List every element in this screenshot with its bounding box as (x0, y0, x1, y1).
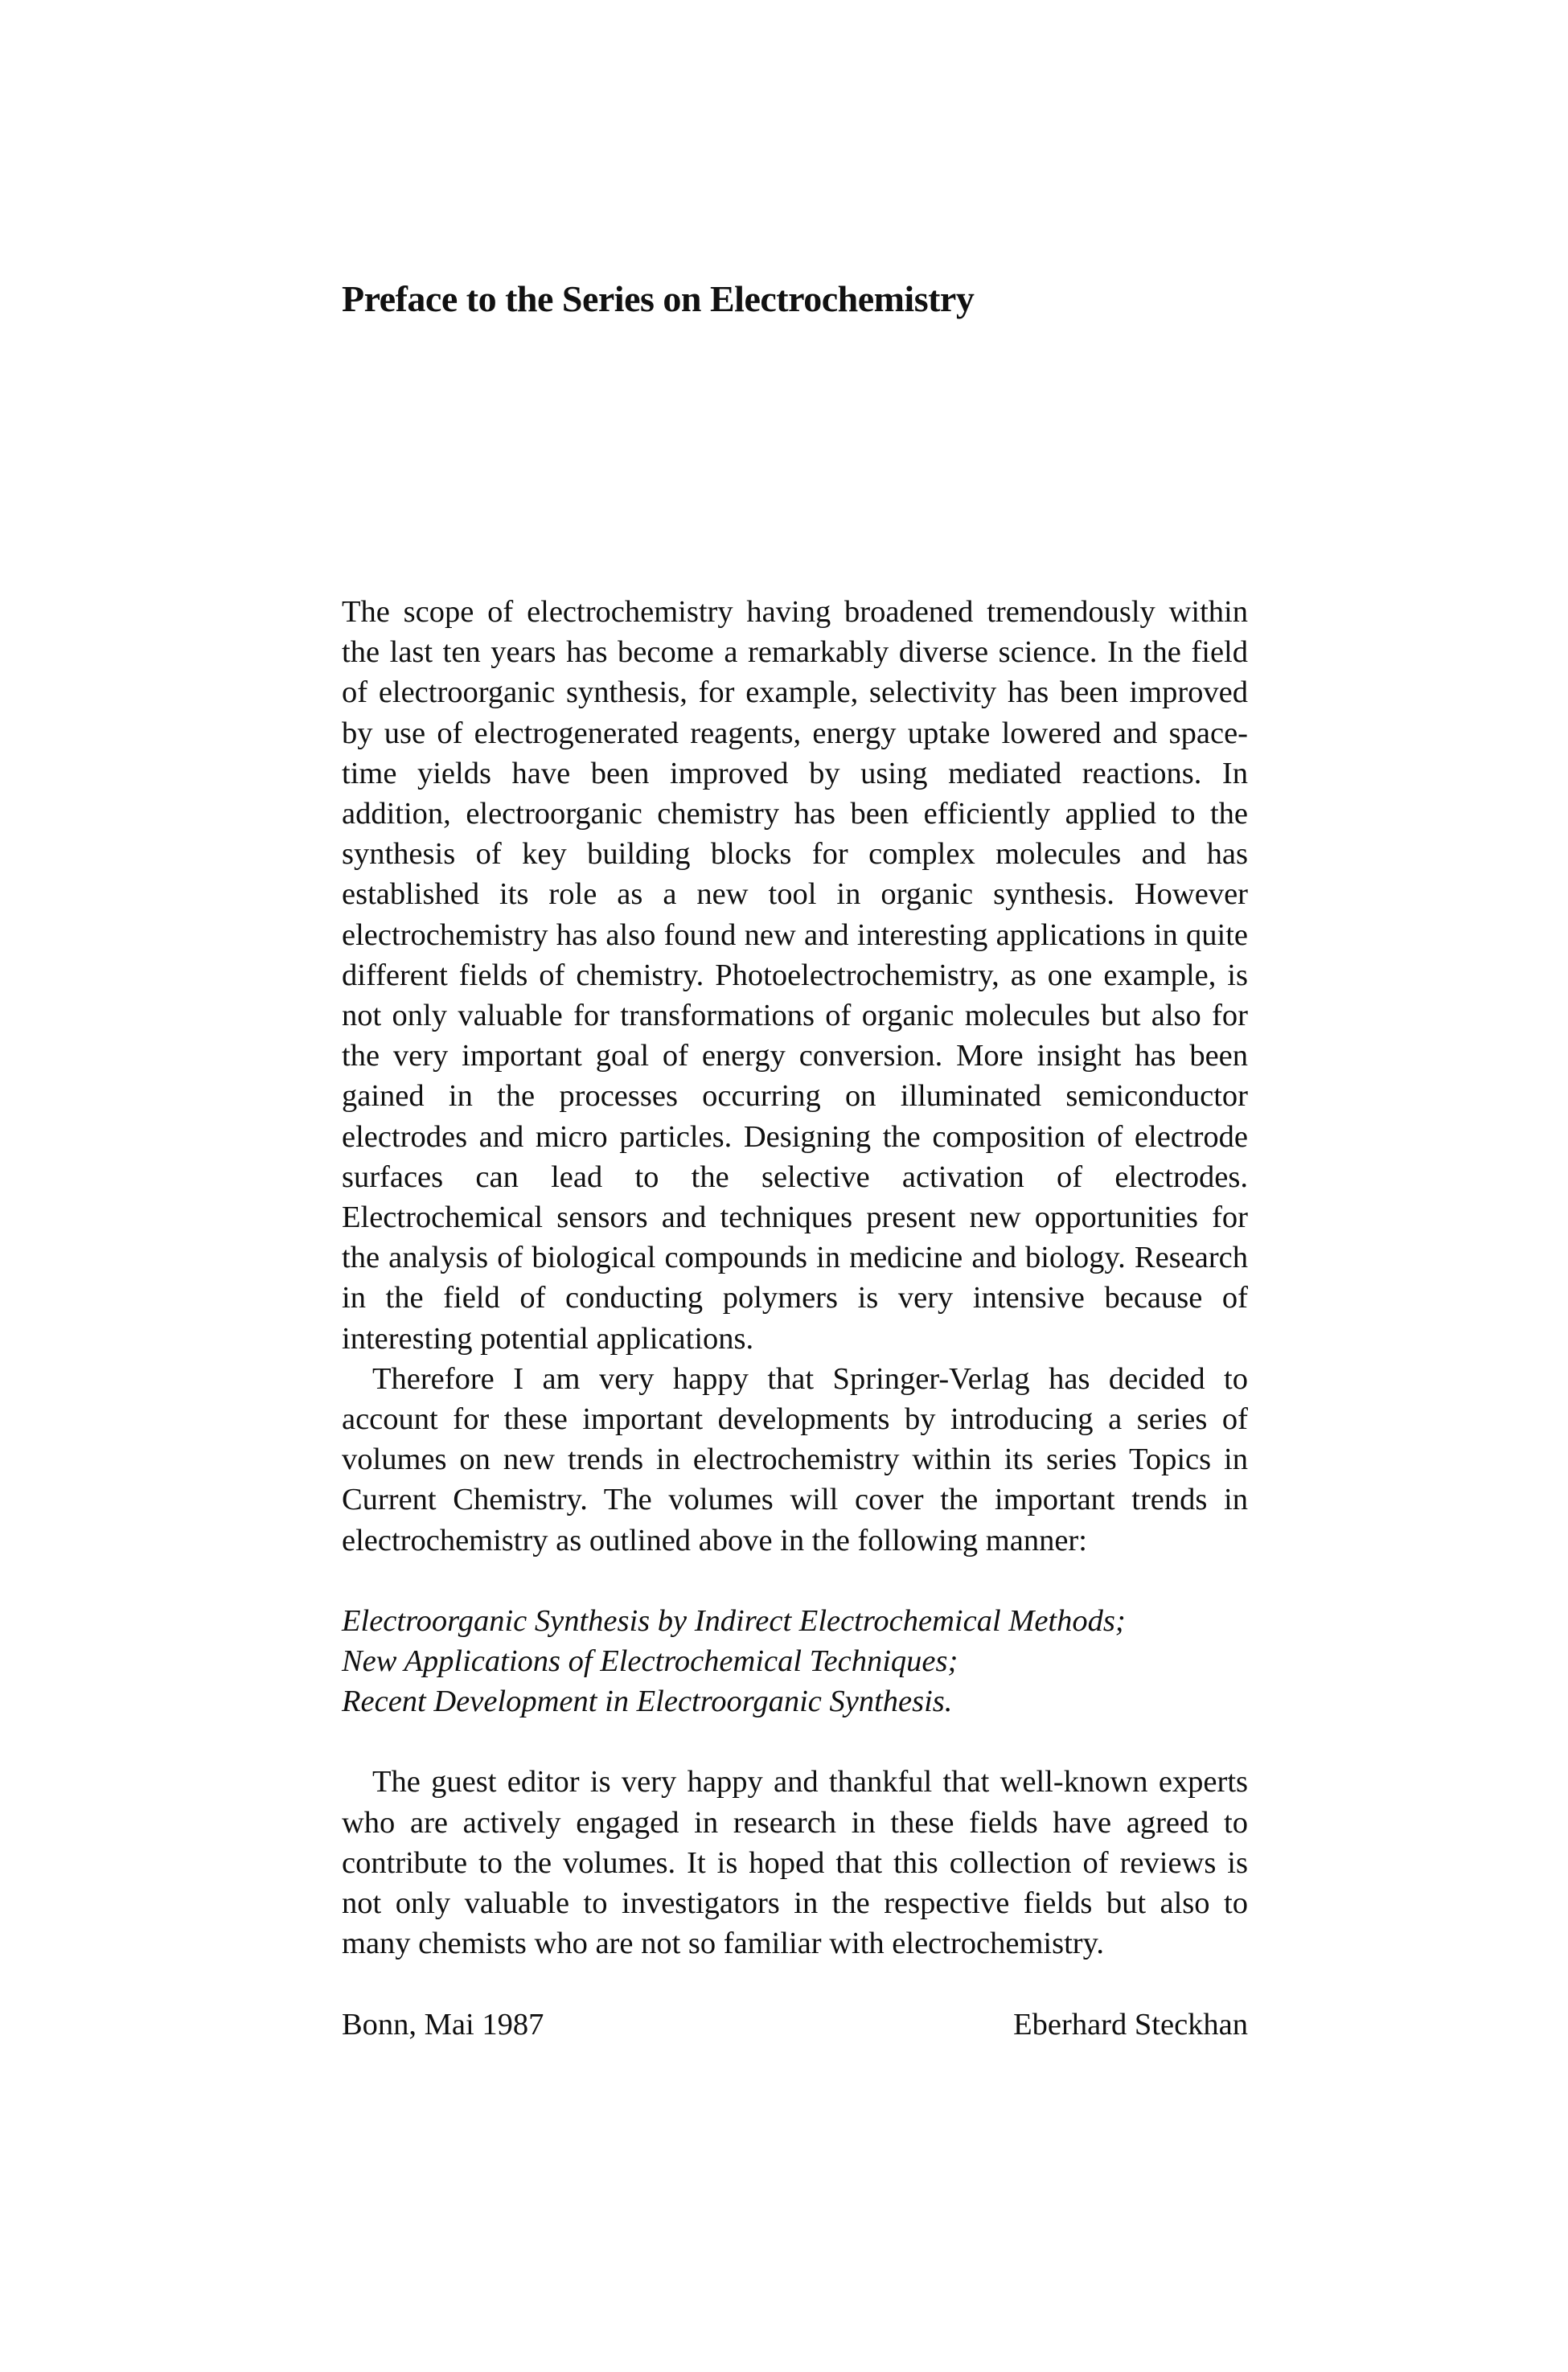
volume-list (342, 1601, 1248, 1722)
place-date: Bonn, Mai 1987 (342, 2007, 544, 2042)
volume-item: Recent Development in Electroorganic Synthesis. (342, 1685, 953, 1719)
author-name: Eberhard Steckhan (1013, 2007, 1248, 2042)
paragraph-scope: The scope of electrochemistry having broadened tremendously within the last ten years has become a remarkably diverse science. In the field of electroorganic synthesis, for example, selectivity has been improved by use of electrogenerated reagents, energy uptake lowered and space-time yields have been improved by using mediated reactions. In addition, electroorganic chemistry has been efficiently applied to the synthesis of key building blocks for complex molecules and has established its role as a new tool in organic synthesis. However electrochemistry has also found new and interesting applications in quite different fields of chemistry. Photoelectrochemistry, as one example, is not only valuable for transformations of organic molecules but also for the very important goal of energy conversion. More insight has been gained in the processes occurring on illuminated semiconductor electrodes and micro particles. Designing the composition of electrode surfaces can lead to the selective activation of electrodes. Electrochemical sensors and techniques present new opportunities for the analysis of biological compounds in medicine and biology. Research in the field of conducting polymers is very intensive because of interesting potential applications. (342, 595, 1248, 1356)
preface-body (342, 592, 1248, 2045)
signature-line (342, 2005, 1248, 2045)
page-title: Preface to the Series on Electrochemistry (342, 278, 975, 319)
paragraph-acknowledgement: The guest editor is very happy and thankful that well-known experts who are actively engaged in research in these fields have agreed to contribute to the volumes. It is hoped that this collection of reviews is not only valuable to investigators in the respective fields but also to many chemists who are not so familiar with electrochemistry. (342, 1765, 1248, 1961)
paragraph-series-announcement: Therefore I am very happy that Springer-Verlag has decided to account for these important developments by introducing a series of volumes on new trends in electrochemistry within its series Topics in Current Chemistry. The volumes will cover the important trends in electrochemistry as outlined above in the following manner: (342, 1361, 1248, 1557)
volume-item: Electroorganic Synthesis by Indirect Electrochemical Methods; (342, 1603, 1126, 1638)
volume-item: New Applications of Electrochemical Techniques; (342, 1644, 958, 1679)
